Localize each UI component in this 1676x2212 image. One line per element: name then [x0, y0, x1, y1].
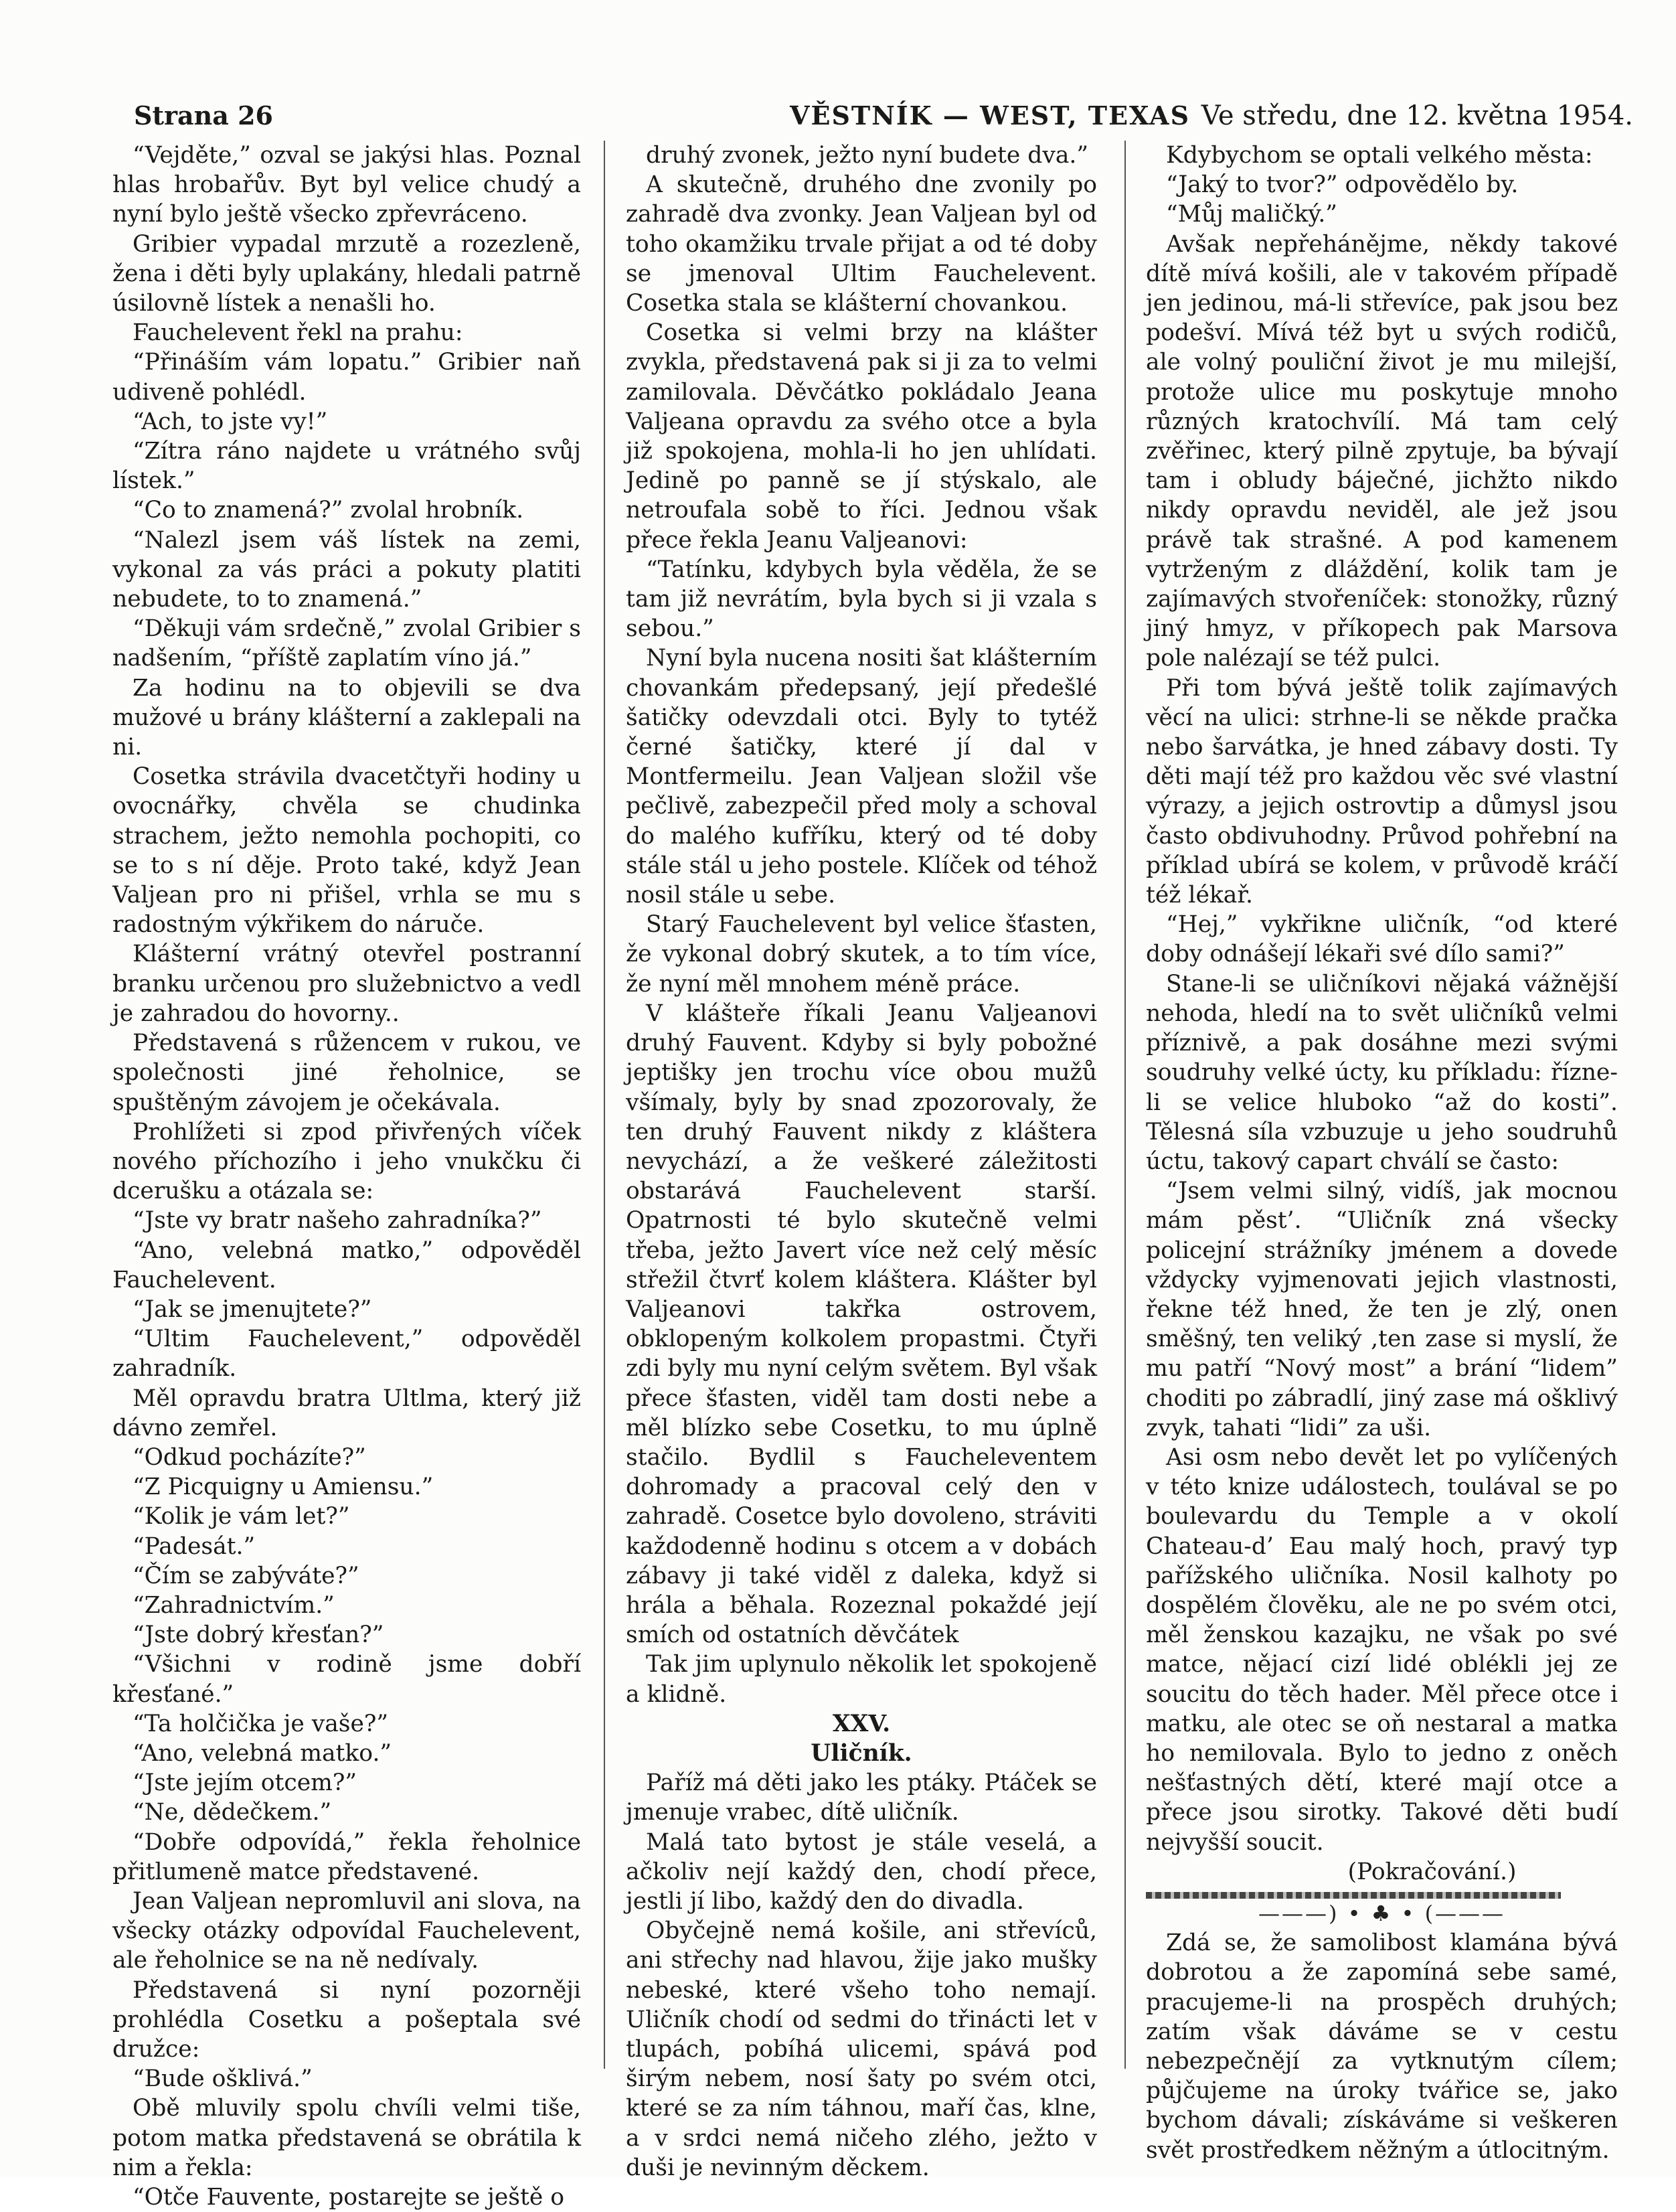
paragraph: Při tom bývá ještě tolik zajímavých věcí na ulici: strhne-li se někde pračka nebo šarvátka, je hned zábavy dosti. Ty děti mají též pro každou věc své vlastní výrazy, a jejich ostrovtip a důmysl jsou často obdivuhodny. Průvod pohřební na příklad ubírá se kolem, v průvodě kráčí též lékař.: [1146, 674, 1618, 909]
paragraph: “Co to znamená?” zvolal hrobník.: [133, 497, 524, 524]
paragraph: Obě mluvily spolu chvíli velmi tiše, potom matka představená se obrátila k nim a řekla:: [112, 2095, 581, 2181]
column-3-text-after: [1146, 1928, 1618, 2165]
paragraph: V klášteře říkali Jeanu Valjeanovi druhý Fauvent. Kdyby si byly pobožné jeptišky jen trochu více obou mužů všímaly, byly by snad zpozorovaly, že ten druhý Fauvent nikdy z kláštera nevychází, a že veškeré záležitosti obstarává Fauchelevent starší. Opatrnosti té bylo skutečně velmi třeba, ježto Javert více než celý měsíc střežil čtvrť kolem kláštera. Klášter byl Valjeanovi takřka ostrovem, obklopeným kolkolem propastmi. Čtyři zdi byly mu nyní celým světem. Byl však přece šťasten, viděl tam dosti nebe a měl blízko sebe Cosetku, to mu úplně stačilo. Bydlil s Faucheleventem dohromady a pracoval celý den v zahradě. Cosetce bylo dovoleno, stráviti každodenně hodinu s otcem a v dobách zábavy ji také viděl z daleka, když si hrála a běhala. Rozeznal pokaždé její smích od ostatních děvčátek: [626, 1000, 1097, 1649]
paragraph: Fauchelevent řekl na prahu:: [133, 319, 463, 347]
masthead-title: VĚSTNÍK — WEST, TEXAS: [790, 100, 1191, 131]
paragraph: Stane-li se uličníkovi nějaká vážnější nehoda, hledí na to svět uličníků velmi příznivě, a pak dosáhne mezi svými soudruhy velké úcty, ku příkladu: řízne-li se velice hluboko “až do kosti”. Tělesná síla vzbuzuje u jeho soudruhů úctu, takový capart chválí se často:: [1146, 970, 1618, 1175]
paragraph: Gribier vypadal mrzutě a rozezleně, žena i děti byly uplakány, hledali patrně úsilovně lístek a nenašli ho.: [112, 230, 581, 317]
paragraph: Malá tato bytost je stále veselá, a ačkoliv nejí každý den, chodí přece, jestli jí libo, každý den do divadla.: [626, 1828, 1097, 1915]
paragraph: A skutečně, druhého dne zvonily po zahradě dva zvonky. Jean Valjean byl od toho okamžiku trvale přijat a od té doby se jmenoval Ultim Fauchelevent. Cosetka stala se klášterní chovankou.: [626, 171, 1097, 317]
paragraph: Jean Valjean nepromluvil ani slova, na všecky otázky odpovídal Fauchelevent, ale řeholnice se na ně nedívaly.: [112, 1887, 581, 1974]
page-number: Strana 26: [134, 100, 273, 131]
column-1: [112, 141, 581, 2212]
paragraph: “Otče Fauvente, postarejte se ještě o: [133, 2184, 564, 2211]
paragraph: “Ano, velebná matko.”: [133, 1739, 392, 1767]
paragraph: “Odkud pocházíte?”: [133, 1443, 366, 1471]
paragraph: Starý Fauchelevent byl velice šťasten, že vykonal dobrý skutek, a to tím více, že nyní měl mnohem méně práce.: [626, 911, 1097, 998]
paragraph: “Můj maličký.”: [1166, 201, 1337, 228]
paragraph: “Tatínku, kdybych byla věděla, že se tam již nevrátím, byla bych si ji vzala s sebou.”: [626, 556, 1097, 643]
paragraph: “Z Picquigny u Amiensu.”: [133, 1474, 434, 1501]
paragraph: “Kolik je vám let?”: [133, 1503, 350, 1530]
decorative-bar: [1146, 1892, 1561, 1899]
column-2-text-after: [626, 1768, 1097, 2183]
paragraph: Kdybychom se optali velkého města:: [1166, 142, 1593, 169]
paragraph: “Nalezl jsem váš lístek na zemi, vykonal za vás práci a pokuty platiti nebudete, to to znamená.”: [112, 526, 581, 613]
paragraph: “Jste vy bratr našeho zahradníka?”: [133, 1207, 542, 1235]
paragraph: Za hodinu na to objevili se dva mužové u brány klášterní a zaklepali na ni.: [112, 674, 581, 761]
paragraph: Představená s růžencem v rukou, ve společnosti jiné řeholnice, se spuštěným závojem je očekávala.: [112, 1030, 581, 1116]
paragraph: “Padesát.”: [133, 1532, 256, 1560]
column-3: [1146, 141, 1618, 2165]
paragraph: “Všichni v rodině jsme dobří křesťané.”: [112, 1651, 581, 1708]
continued-note: (Pokračování.): [1347, 1858, 1517, 1885]
paragraph: Paříž má děti jako les ptáky. Ptáček se jmenuje vrabec, dítě uličník.: [626, 1769, 1097, 1826]
paragraph: “Vejděte,” ozval se jakýsi hlas. Poznal hlas hrobařův. Byt byl velice chudý a nyní bylo ještě všecko zpřevráceno.: [112, 142, 581, 228]
paragraph: “Ano, velebná matko,” odpověděl Fauchelevent.: [112, 1237, 581, 1293]
paragraph: Klášterní vrátný otevřel postranní branku určenou pro služebnictvo a vedl je zahradou do hovorny..: [112, 941, 581, 1027]
paragraph: “Děkuji vám srdečně,” zvolal Gribier s nadšením, “příště zaplatím víno já.”: [112, 615, 581, 672]
paragraph: Avšak nepřehánějme, někdy takové dítě mívá košili, ale v takovém případě jen jedinou, má-li střevíce, pak jsou bez podešví. Mívá též byt u svých rodičů, ale volný pouliční život je mu milejší, protože ulice mu poskytuje mnoho různých kratochvílí. Má tam celý zvěřinec, který pilně zpytuje, ba bývají tam i obludy báječné, jichžto nikdo nikdy opravdu neviděl, ale jež jsou právě tak strašné. A pod kamenem vytrženým z dláždění, kolik tam je zajímavých stvořeníček: stonožky, různý jiný hmyz, v příkopech pak Marsova pole nalézají se též pulci.: [1146, 230, 1618, 672]
page-header: [134, 94, 1633, 141]
column-rule-2: [1124, 141, 1126, 2069]
paragraph: “Ultim Fauchelevent,” odpověděl zahradník.: [112, 1326, 581, 1382]
paragraph: “Jak se jmenujtete?”: [133, 1295, 372, 1323]
column-2-text-before: [626, 141, 1097, 1709]
paragraph: Tak jim uplynulo několik let spokojeně a klidně.: [626, 1651, 1097, 1708]
paragraph: “Bude ošklivá.”: [133, 2065, 313, 2093]
paragraph: “Jste dobrý křesťan?”: [133, 1622, 384, 1649]
paragraph: Zdá se, že samolibost klamána bývá dobrotou a že zapomíná sebe samé, pracujeme-li na prospěch druhých; zatím však dáváme se v cestu nebezpečnějí za vytknutým cílem; půjčujeme na úroky tvářice se, jako bychom dávali; získáváme si veškeren svět prostředkem něžným a útlocitným.: [1146, 1929, 1618, 2164]
issue-date: Ve středu, dne 12. května 1954.: [1201, 100, 1633, 131]
paragraph: Měl opravdu bratra Ultlma, který již dávno zemřel.: [112, 1385, 581, 1441]
paragraph: “Čím se zabýváte?”: [133, 1562, 359, 1589]
chapter-title: Uličník.: [811, 1739, 912, 1767]
ornament-separator: ———) • ♣ • (———: [1258, 1900, 1506, 1926]
column-3-text-before: [1146, 141, 1618, 1857]
paragraph: “Ne, dědečkem.”: [133, 1799, 332, 1826]
paragraph: “Zítra ráno najdete u vrátného svůj lístek.”: [112, 438, 581, 495]
paragraph: “Jsem velmi silný, vidíš, jak mocnou mám pěst’. “Uličník zná všecky policejní strážníky jménem a dovede vždycky vyjmenovati jejich vlastnosti, řekne též hned, že ten je zlý, onen směšný, ten veliký ,ten zase si myslí, že mu patří “Nový most” a brání “lidem” choditi po zábradlí, jiný zase má ošklivý zvyk, tahati “lidi” za uši.: [1146, 1178, 1618, 1441]
paragraph: “Dobře odpovídá,” řekla řeholnice přitlumeně matce představené.: [112, 1828, 581, 1885]
paragraph: “Ach, to jste vy!”: [133, 408, 328, 435]
paragraph: “Jaký to tvor?” odpovědělo by.: [1166, 171, 1519, 199]
paragraph: “Jste jejím otcem?”: [133, 1769, 357, 1797]
paragraph: Asi osm nebo devět let po vylíčených v této knize událostech, toulával se po boulevardu du Temple a v okolí Chateau-d’ Eau malý hoch, pravý typ pařížského uličníka. Nosil kalhoty po dospělém člověku, ale ne po svém otci, měl ženskou kazajku, ne však po své matce, nějací cizí lidé oblékli jej ze soucitu do těch hader. Měl přece otce i matku, ale otec se oň nestaral a matka ho nemilovala. Bylo to jedno z oněch nešťastných dětí, které mají otce a přece jsou sirotky. Takové děti budí nejvyšší soucit.: [1146, 1443, 1618, 1856]
paragraph: Cosetka si velmi brzy na klášter zvykla, představená pak si ji za to velmi zamilovala. Děvčátko pokládalo Jeana Valjeana opravdu za svého otce a byla již spokojena, mohla-li ho jen uhlídati. Jedině po panně se jí stýskalo, ale netroufala sobě to říci. Jednou však přece řekla Jeanu Valjeanovi:: [626, 319, 1097, 554]
column-2: [626, 141, 1097, 2183]
paragraph: Cosetka strávila dvacetčtyři hodiny u ovocnářky, chvěla se chudinka strachem, ježto nemohla pochopiti, co se to s ní děje. Proto také, když Jean Valjean pro ni přišel, vrhla se mu s radostným výkřikem do náruče.: [112, 763, 581, 939]
paragraph: “Hej,” vykřikne uličník, “od které doby odnášejí lékaři své dílo sami?”: [1146, 911, 1618, 968]
paragraph: Obyčejně nemá košile, ani střevíců, ani střechy nad hlavou, žije jako mušky nebeské, které všeho toho nemají. Uličník chodí od sedmi do třinácti let v tlupách, pobíhá ulicemi, spává pod širým nebem, nosí šaty po svém otci, které se za ním táhnou, maří čas, klne, a v srdci nemá ničeho zlého, ježto v duši je nevinným děckem.: [626, 1917, 1097, 2181]
paragraph: Představená si nyní pozorněji prohlédla Cosetku a pošeptala své družce:: [112, 1976, 581, 2063]
paragraph: Prohlížeti si zpod přivřených víček nového příchozího i jeho vnukčku či dcerušku a otázala se:: [112, 1118, 581, 1205]
column-rule-1: [604, 141, 605, 2069]
chapter-number: XXV.: [832, 1710, 891, 1737]
paragraph: “Ta holčička je vaše?”: [133, 1710, 389, 1737]
paragraph: “Zahradnictvím.”: [133, 1591, 335, 1619]
paragraph: druhý zvonek, ježto nyní budete dva.”: [646, 142, 1089, 169]
paragraph: Nyní byla nucena nositi šat klášterním chovankám předepsaný, její předešlé šatičky odevzdali otci. Byly to tytéž černé šatičky, které jí dal v Montfermeilu. Jean Valjean složil vše pečlivě, zabezpečil před moly a schoval do malého kufříku, který od té doby stále stál u jeho postele. Klíček od téhož nosil stále u sebe.: [626, 645, 1097, 909]
paragraph: “Přináším vám lopatu.” Gribier naň udiveně pohlédl.: [112, 349, 581, 406]
